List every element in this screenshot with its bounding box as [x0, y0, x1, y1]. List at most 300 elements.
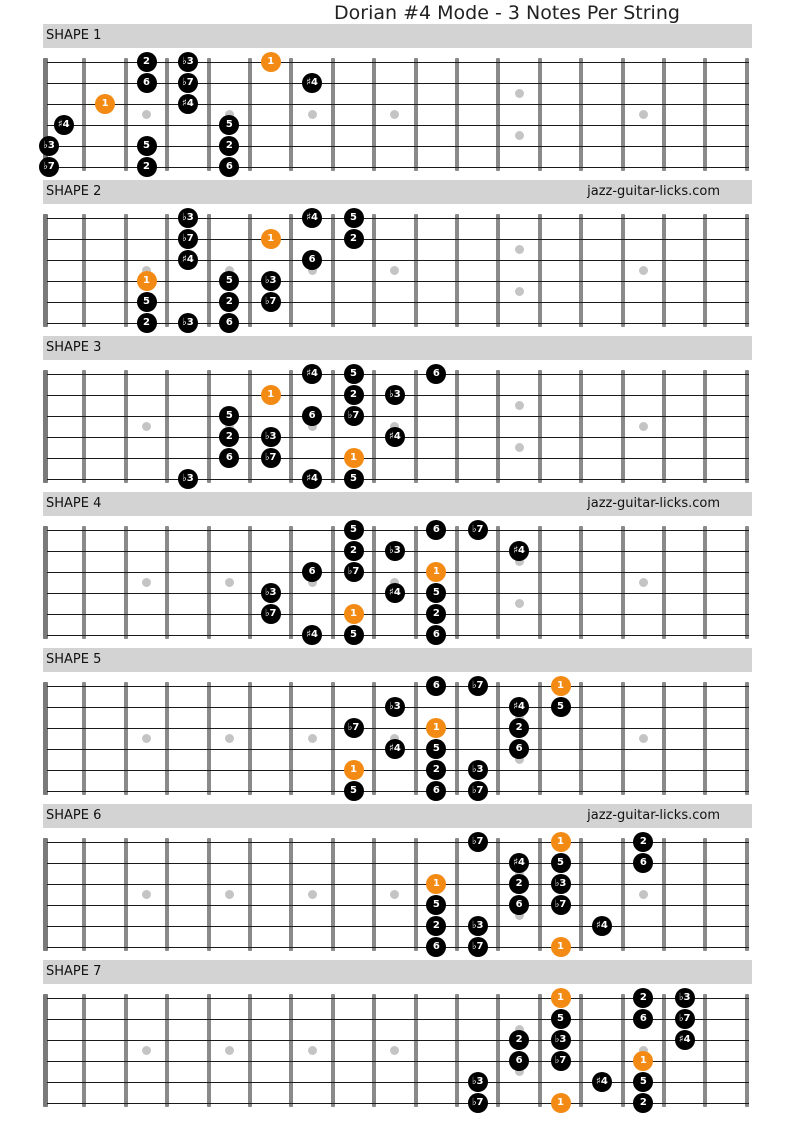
fret-wire — [579, 58, 583, 171]
degree-note-marker: 2 — [137, 157, 157, 177]
fret-wire — [289, 58, 293, 171]
shape-label: SHAPE 6 — [46, 808, 102, 823]
fret-wire — [703, 682, 707, 795]
degree-note-marker: 6 — [509, 739, 529, 759]
fret-inlay-dot — [142, 890, 151, 899]
fret-wire — [207, 838, 211, 951]
fret-inlay-dot — [515, 599, 524, 608]
fret-wire — [82, 58, 86, 171]
degree-note-marker: ♭7 — [468, 676, 488, 696]
degree-note-marker: ♭7 — [468, 832, 488, 852]
fret-wire — [289, 838, 293, 951]
guitar-string — [47, 947, 749, 948]
fret-wire — [248, 682, 252, 795]
degree-note-marker: 5 — [551, 1009, 571, 1029]
fret-inlay-dot — [225, 734, 234, 743]
fret-inlay-dot — [515, 89, 524, 98]
fret-wire — [745, 682, 749, 795]
fret-wire — [621, 214, 625, 327]
fret-wire — [414, 370, 418, 483]
fret-wire — [496, 838, 500, 951]
degree-note-marker: 2 — [426, 604, 446, 624]
degree-note-marker: 6 — [426, 625, 446, 645]
degree-note-marker: ♭3 — [675, 988, 695, 1008]
fret-inlay-dot — [639, 110, 648, 119]
degree-note-marker: 2 — [633, 832, 653, 852]
fret-wire — [414, 58, 418, 171]
guitar-string — [47, 884, 749, 885]
site-credit: jazz-guitar-licks.com — [587, 184, 720, 199]
fret-wire — [703, 370, 707, 483]
degree-note-marker: 5 — [344, 625, 364, 645]
fret-wire — [538, 994, 542, 1107]
fret-inlay-dot — [142, 422, 151, 431]
degree-note-marker: ♭3 — [178, 52, 198, 72]
degree-note-marker: ♭3 — [385, 541, 405, 561]
fret-wire — [165, 682, 169, 795]
fret-wire — [496, 370, 500, 483]
fret-wire — [455, 994, 459, 1107]
fret-wire — [662, 838, 666, 951]
degree-note-marker: 2 — [137, 52, 157, 72]
fret-wire — [165, 526, 169, 639]
degree-note-marker: ♭7 — [468, 781, 488, 801]
degree-note-marker: ♯4 — [178, 94, 198, 114]
fret-wire — [662, 682, 666, 795]
fret-wire — [248, 526, 252, 639]
degree-note-marker: ♭7 — [344, 718, 364, 738]
degree-note-marker: 6 — [633, 853, 653, 873]
fret-wire — [289, 682, 293, 795]
fret-wire — [496, 526, 500, 639]
root-note-marker: 1 — [551, 832, 571, 852]
fret-wire — [538, 370, 542, 483]
fret-wire — [538, 58, 542, 171]
guitar-string — [47, 104, 749, 105]
degree-note-marker: ♯4 — [675, 1030, 695, 1050]
degree-note-marker: 2 — [426, 760, 446, 780]
fret-wire — [248, 838, 252, 951]
fret-wire — [289, 994, 293, 1107]
degree-note-marker: ♯4 — [385, 427, 405, 447]
fret-inlay-dot — [390, 890, 399, 899]
fret-wire — [289, 370, 293, 483]
site-credit: jazz-guitar-licks.com — [587, 496, 720, 511]
fret-inlay-dot — [225, 578, 234, 587]
fret-wire — [745, 214, 749, 327]
fret-wire — [124, 838, 128, 951]
shape-header-bar — [43, 648, 752, 672]
degree-note-marker: 5 — [426, 895, 446, 915]
fretboard-nut — [43, 838, 48, 951]
guitar-string — [47, 572, 749, 573]
degree-note-marker: ♯4 — [302, 208, 322, 228]
fret-wire — [662, 526, 666, 639]
guitar-string — [47, 926, 749, 927]
root-note-marker: 1 — [426, 562, 446, 582]
degree-note-marker: 2 — [219, 292, 239, 312]
fret-wire — [82, 994, 86, 1107]
guitar-string — [47, 416, 749, 417]
degree-note-marker: ♭7 — [468, 1093, 488, 1113]
fret-inlay-dot — [142, 110, 151, 119]
fret-wire — [579, 370, 583, 483]
root-note-marker: 1 — [551, 676, 571, 696]
degree-note-marker: 5 — [551, 697, 571, 717]
degree-note-marker: ♭7 — [344, 406, 364, 426]
fret-inlay-dot — [515, 443, 524, 452]
guitar-string — [47, 239, 749, 240]
degree-note-marker: ♭3 — [178, 313, 198, 333]
fret-wire — [124, 526, 128, 639]
fret-wire — [703, 994, 707, 1107]
fret-wire — [538, 682, 542, 795]
root-note-marker: 1 — [551, 937, 571, 957]
fret-wire — [248, 58, 252, 171]
fret-wire — [745, 838, 749, 951]
degree-note-marker: 5 — [344, 364, 364, 384]
shape-header-bar — [43, 336, 752, 360]
degree-note-marker: 6 — [219, 157, 239, 177]
fret-inlay-dot — [225, 1046, 234, 1055]
fret-wire — [331, 370, 335, 483]
shape-label: SHAPE 3 — [46, 340, 102, 355]
fret-wire — [414, 526, 418, 639]
fret-wire — [414, 994, 418, 1107]
degree-note-marker: 5 — [344, 469, 364, 489]
degree-note-marker: 6 — [426, 364, 446, 384]
fret-inlay-dot — [515, 401, 524, 410]
degree-note-marker: ♯4 — [178, 250, 198, 270]
fret-wire — [82, 682, 86, 795]
degree-note-marker: 2 — [633, 1093, 653, 1113]
fret-wire — [621, 58, 625, 171]
shape-label: SHAPE 1 — [46, 28, 102, 43]
shape-header-bar — [43, 24, 752, 48]
fret-wire — [496, 58, 500, 171]
degree-note-marker: 5 — [137, 292, 157, 312]
degree-note-marker: ♯4 — [302, 469, 322, 489]
degree-note-marker: ♯4 — [592, 916, 612, 936]
fret-wire — [331, 526, 335, 639]
fret-wire — [414, 214, 418, 327]
fret-wire — [621, 370, 625, 483]
fret-wire — [82, 838, 86, 951]
degree-note-marker: 6 — [137, 73, 157, 93]
fret-inlay-dot — [515, 287, 524, 296]
degree-note-marker: 5 — [219, 271, 239, 291]
fret-wire — [372, 838, 376, 951]
fret-wire — [82, 370, 86, 483]
fretboard-nut — [43, 994, 48, 1107]
shape-label: SHAPE 7 — [46, 964, 102, 979]
fret-wire — [331, 682, 335, 795]
fret-inlay-dot — [515, 245, 524, 254]
fret-wire — [621, 994, 625, 1107]
degree-note-marker: ♯4 — [592, 1072, 612, 1092]
degree-note-marker: ♭3 — [468, 916, 488, 936]
fret-wire — [703, 214, 707, 327]
fretboard-nut — [43, 214, 48, 327]
fret-wire — [165, 370, 169, 483]
degree-note-marker: ♭3 — [261, 583, 281, 603]
degree-note-marker: ♭7 — [551, 895, 571, 915]
degree-note-marker: 6 — [302, 406, 322, 426]
degree-note-marker: 6 — [302, 562, 322, 582]
degree-note-marker: 5 — [219, 115, 239, 135]
fret-wire — [207, 682, 211, 795]
fret-wire — [662, 58, 666, 171]
degree-note-marker: ♭7 — [675, 1009, 695, 1029]
degree-note-marker: 2 — [426, 916, 446, 936]
fret-inlay-dot — [639, 422, 648, 431]
degree-note-marker: ♭3 — [551, 1030, 571, 1050]
degree-note-marker: ♭7 — [261, 604, 281, 624]
root-note-marker: 1 — [551, 1093, 571, 1113]
guitar-string — [47, 218, 749, 219]
fret-wire — [372, 682, 376, 795]
guitar-string — [47, 614, 749, 615]
shape-header-bar — [43, 180, 752, 204]
root-note-marker: 1 — [261, 229, 281, 249]
fret-wire — [165, 58, 169, 171]
fret-inlay-dot — [639, 266, 648, 275]
guitar-string — [47, 770, 749, 771]
fretboard-nut — [43, 526, 48, 639]
degree-note-marker: ♭7 — [551, 1051, 571, 1071]
fret-wire — [82, 526, 86, 639]
guitar-string — [47, 458, 749, 459]
root-note-marker: 1 — [137, 271, 157, 291]
fret-wire — [621, 838, 625, 951]
degree-note-marker: ♭7 — [39, 157, 59, 177]
degree-note-marker: ♯4 — [54, 115, 74, 135]
degree-note-marker: 5 — [344, 781, 364, 801]
fret-wire — [414, 838, 418, 951]
degree-note-marker: 2 — [509, 1030, 529, 1050]
degree-note-marker: ♯4 — [302, 73, 322, 93]
fret-wire — [496, 682, 500, 795]
degree-note-marker: 5 — [344, 208, 364, 228]
guitar-string — [47, 635, 749, 636]
degree-note-marker: 5 — [344, 520, 364, 540]
fret-wire — [662, 994, 666, 1107]
fret-wire — [579, 994, 583, 1107]
degree-note-marker: ♭3 — [385, 385, 405, 405]
fret-wire — [82, 214, 86, 327]
degree-note-marker: ♭3 — [178, 469, 198, 489]
fret-wire — [579, 526, 583, 639]
root-note-marker: 1 — [426, 718, 446, 738]
degree-note-marker: 2 — [633, 988, 653, 1008]
fret-wire — [662, 370, 666, 483]
degree-note-marker: ♯4 — [509, 541, 529, 561]
fret-wire — [579, 682, 583, 795]
degree-note-marker: ♭3 — [261, 427, 281, 447]
fret-wire — [124, 370, 128, 483]
fret-inlay-dot — [639, 890, 648, 899]
degree-note-marker: ♭3 — [468, 1072, 488, 1092]
site-credit: jazz-guitar-licks.com — [587, 808, 720, 823]
degree-note-marker: 5 — [551, 853, 571, 873]
fret-wire — [331, 58, 335, 171]
fret-wire — [124, 58, 128, 171]
degree-note-marker: 2 — [344, 541, 364, 561]
root-note-marker: 1 — [261, 52, 281, 72]
fret-wire — [165, 838, 169, 951]
fret-wire — [703, 58, 707, 171]
fret-wire — [455, 682, 459, 795]
fret-inlay-dot — [390, 110, 399, 119]
guitar-string — [47, 374, 749, 375]
guitar-string — [47, 905, 749, 906]
fret-inlay-dot — [390, 266, 399, 275]
fret-wire — [455, 214, 459, 327]
degree-note-marker: ♭3 — [385, 697, 405, 717]
fret-wire — [248, 214, 252, 327]
fret-wire — [745, 994, 749, 1107]
fret-wire — [124, 994, 128, 1107]
fret-wire — [538, 214, 542, 327]
shape-label: SHAPE 2 — [46, 184, 102, 199]
shape-header-bar — [43, 960, 752, 984]
fret-inlay-dot — [390, 1046, 399, 1055]
degree-note-marker: ♯4 — [509, 853, 529, 873]
guitar-string — [47, 530, 749, 531]
degree-note-marker: ♯4 — [302, 625, 322, 645]
shape-header-bar — [43, 492, 752, 516]
fret-wire — [207, 214, 211, 327]
fret-wire — [745, 58, 749, 171]
root-note-marker: 1 — [344, 448, 364, 468]
fret-wire — [372, 214, 376, 327]
degree-note-marker: 2 — [344, 229, 364, 249]
root-note-marker: 1 — [426, 874, 446, 894]
fret-wire — [703, 526, 707, 639]
degree-note-marker: 6 — [219, 313, 239, 333]
fret-wire — [745, 526, 749, 639]
degree-note-marker: 6 — [509, 895, 529, 915]
degree-note-marker: 2 — [219, 427, 239, 447]
fret-inlay-dot — [142, 578, 151, 587]
degree-note-marker: ♭3 — [178, 208, 198, 228]
degree-note-marker: 5 — [426, 739, 446, 759]
degree-note-marker: ♭7 — [468, 520, 488, 540]
fret-wire — [372, 526, 376, 639]
guitar-string — [47, 260, 749, 261]
guitar-string — [47, 1040, 749, 1041]
fret-wire — [538, 838, 542, 951]
fret-wire — [289, 214, 293, 327]
fret-inlay-dot — [308, 890, 317, 899]
guitar-string — [47, 125, 749, 126]
fret-wire — [455, 370, 459, 483]
degree-note-marker: 5 — [137, 136, 157, 156]
root-note-marker: 1 — [344, 760, 364, 780]
degree-note-marker: ♭7 — [178, 229, 198, 249]
fret-wire — [579, 838, 583, 951]
degree-note-marker: ♭3 — [551, 874, 571, 894]
fret-wire — [414, 682, 418, 795]
fretboard-nut — [43, 682, 48, 795]
degree-note-marker: ♭7 — [178, 73, 198, 93]
degree-note-marker: ♭7 — [261, 448, 281, 468]
fret-wire — [662, 214, 666, 327]
fret-wire — [455, 838, 459, 951]
page-title: Dorian #4 Mode - 3 Notes Per String — [334, 2, 680, 24]
fret-inlay-dot — [308, 110, 317, 119]
fret-wire — [207, 994, 211, 1107]
guitar-string — [47, 728, 749, 729]
root-note-marker: 1 — [344, 604, 364, 624]
degree-note-marker: 5 — [219, 406, 239, 426]
degree-note-marker: 6 — [509, 1051, 529, 1071]
fret-inlay-dot — [515, 131, 524, 140]
fret-wire — [165, 214, 169, 327]
degree-note-marker: ♯4 — [385, 583, 405, 603]
degree-note-marker: 5 — [426, 583, 446, 603]
guitar-string — [47, 479, 749, 480]
degree-note-marker: ♭3 — [39, 136, 59, 156]
fret-wire — [538, 526, 542, 639]
fret-wire — [124, 682, 128, 795]
fret-wire — [372, 58, 376, 171]
shape-header-bar — [43, 804, 752, 828]
degree-note-marker: 6 — [426, 781, 446, 801]
fret-wire — [579, 214, 583, 327]
degree-note-marker: ♯4 — [509, 697, 529, 717]
degree-note-marker: ♭7 — [344, 562, 364, 582]
guitar-string — [47, 686, 749, 687]
degree-note-marker: 6 — [302, 250, 322, 270]
fret-wire — [621, 526, 625, 639]
fret-wire — [207, 370, 211, 483]
degree-note-marker: 2 — [137, 313, 157, 333]
degree-note-marker: 2 — [509, 874, 529, 894]
degree-note-marker: 6 — [426, 937, 446, 957]
root-note-marker: 1 — [95, 94, 115, 114]
fret-wire — [496, 994, 500, 1107]
fret-inlay-dot — [639, 734, 648, 743]
fret-inlay-dot — [225, 890, 234, 899]
fret-wire — [165, 994, 169, 1107]
degree-note-marker: 6 — [219, 448, 239, 468]
fret-wire — [372, 370, 376, 483]
degree-note-marker: ♭3 — [468, 760, 488, 780]
root-note-marker: 1 — [551, 988, 571, 1008]
fretboard-nut — [43, 370, 48, 483]
fret-wire — [372, 994, 376, 1107]
fret-wire — [331, 994, 335, 1107]
fret-wire — [331, 838, 335, 951]
degree-note-marker: ♭7 — [261, 292, 281, 312]
fret-inlay-dot — [308, 1046, 317, 1055]
degree-note-marker: ♭7 — [468, 937, 488, 957]
fret-wire — [124, 214, 128, 327]
fret-inlay-dot — [308, 734, 317, 743]
shape-label: SHAPE 4 — [46, 496, 102, 511]
fret-wire — [331, 214, 335, 327]
degree-note-marker: 5 — [633, 1072, 653, 1092]
fret-inlay-dot — [639, 578, 648, 587]
fret-wire — [455, 58, 459, 171]
shape-label: SHAPE 5 — [46, 652, 102, 667]
fret-wire — [207, 526, 211, 639]
degree-note-marker: ♭3 — [261, 271, 281, 291]
degree-note-marker: ♯4 — [385, 739, 405, 759]
fret-wire — [745, 370, 749, 483]
degree-note-marker: 2 — [509, 718, 529, 738]
